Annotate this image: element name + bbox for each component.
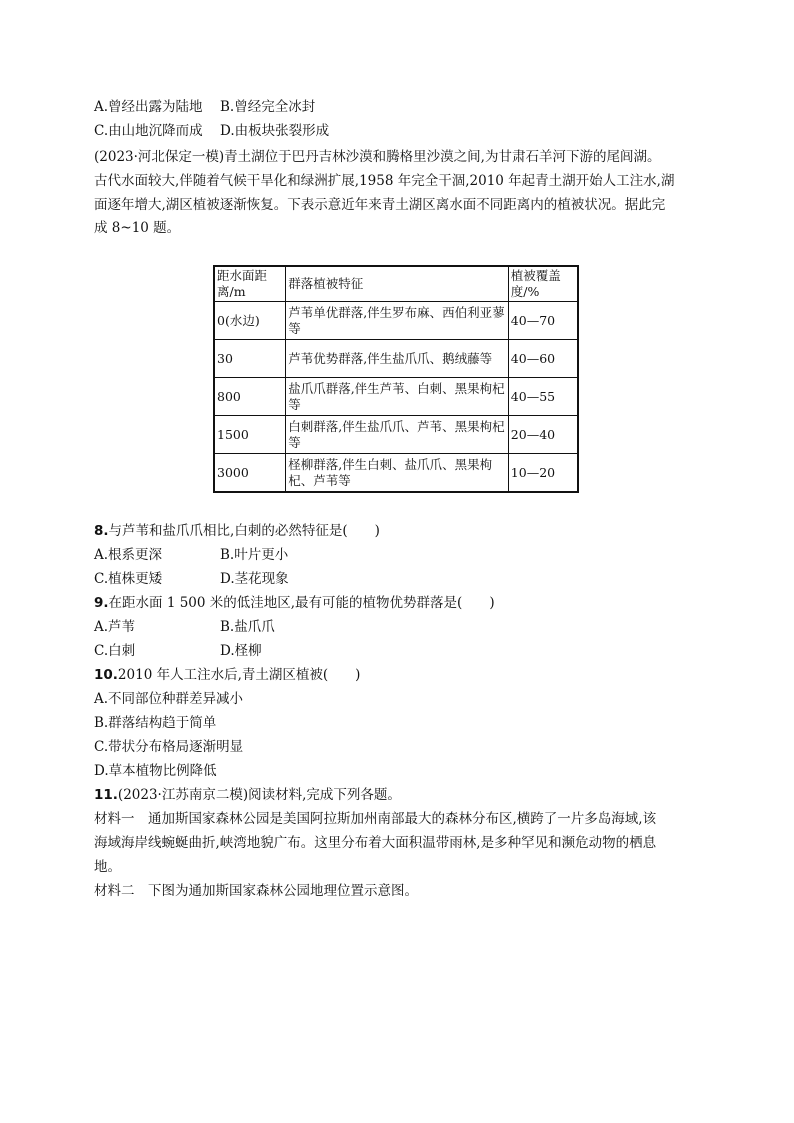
cell-features: 盐爪爪群落,伴生芦苇、白刺、黑果枸杞等 [286, 378, 509, 416]
header-features: 群落植被特征 [286, 266, 509, 302]
question-8 [94, 522, 380, 540]
question-9 [94, 594, 495, 612]
cell-features: 白刺群落,伴生盐爪爪、芦苇、黑果枸杞等 [286, 416, 509, 454]
question-stem: 与芦苇和盐爪爪相比,白刺的必然特征是( ) [108, 523, 380, 539]
question-number: 10. [94, 667, 118, 683]
option-9d: D.柽柳 [220, 643, 262, 659]
question-11 [94, 786, 401, 804]
question-stem: 2010 年人工注水后,青土湖区植被( ) [117, 667, 361, 683]
question-stem: 在距水面 1 500 米的低洼地区,最有可能的植物优势群落是( ) [108, 595, 495, 611]
option-10a: A.不同部位种群差异减小 [94, 691, 244, 707]
question-number: 9. [94, 595, 109, 611]
material-1-line-2: 海域海岸线蜿蜒曲折,峡湾地貌广布。这里分布着大面积温带雨林,是多种罕见和濒危动物的栖息 [94, 835, 657, 851]
option-10b: B.群落结构趋于简单 [94, 715, 217, 731]
table-row [214, 378, 578, 416]
option-10c: C.带状分布格局逐渐明显 [94, 739, 244, 755]
cell-features: 芦苇优势群落,伴生盐爪爪、鹅绒藤等 [286, 340, 509, 378]
passage-line-1: (2023·河北保定一模)青土湖位于巴丹吉林沙漠和腾格里沙漠之间,为甘肃石羊河下游的尾闾湖。 [94, 149, 661, 165]
header-distance: 距水面距离/m [214, 266, 286, 302]
option-8b: B.叶片更小 [220, 547, 289, 563]
option-9a: A.芦苇 [94, 619, 136, 635]
option-8a: A.根系更深 [94, 547, 163, 563]
cell-coverage: 40—70 [508, 302, 578, 340]
passage-line-4: 成 8~10 题。 [94, 220, 181, 236]
cell-distance: 3000 [214, 454, 286, 493]
table-row [214, 454, 578, 493]
table-row [214, 302, 578, 340]
option-8d: D.茎花现象 [220, 571, 289, 587]
option-7d: D.由板块张裂形成 [220, 123, 330, 139]
option-10d: D.草本植物比例降低 [94, 763, 217, 779]
table-row [214, 416, 578, 454]
option-9c: C.白刺 [94, 643, 136, 659]
cell-features: 芦苇单优群落,伴生罗布麻、西伯利亚蓼等 [286, 302, 509, 340]
option-7b: B.曾经完全冰封 [220, 99, 316, 115]
material-1-line-3: 地。 [94, 859, 121, 875]
cell-coverage: 20—40 [508, 416, 578, 454]
cell-distance: 0(水边) [214, 302, 286, 340]
material-2-line-1: 材料二 下图为通加斯国家森林公园地理位置示意图。 [94, 883, 418, 899]
material-1-line-1: 材料一 通加斯国家森林公园是美国阿拉斯加州南部最大的森林分布区,横跨了一片多岛海域,该 [94, 811, 657, 827]
vegetation-table [213, 265, 579, 493]
passage-line-2: 古代水面较大,伴随着气候干旱化和绿洲扩展,1958 年完全干涸,2010 年起青土湖开始人工注水,湖 [94, 173, 675, 189]
cell-coverage: 10—20 [508, 454, 578, 493]
option-7c: C.由山地沉降而成 [94, 123, 203, 139]
option-8c: C.植株更矮 [94, 571, 163, 587]
question-stem: (2023·江苏南京二模)阅读材料,完成下列各题。 [117, 787, 401, 803]
cell-coverage: 40—60 [508, 340, 578, 378]
header-coverage: 植被覆盖度/% [508, 266, 578, 302]
table-row [214, 340, 578, 378]
passage-line-3: 面逐年增大,湖区植被逐渐恢复。下表示意近年来青土湖区离水面不同距离内的植被状况。据此完 [94, 197, 666, 213]
cell-distance: 30 [214, 340, 286, 378]
question-number: 8. [94, 523, 109, 539]
option-7a: A.曾经出露为陆地 [94, 99, 203, 115]
table-header-row [214, 266, 578, 302]
cell-distance: 1500 [214, 416, 286, 454]
cell-features: 柽柳群落,伴生白刺、盐爪爪、黑果枸杞、芦苇等 [286, 454, 509, 493]
question-number: 11. [94, 787, 118, 803]
option-9b: B.盐爪爪 [220, 619, 275, 635]
cell-coverage: 40—55 [508, 378, 578, 416]
cell-distance: 800 [214, 378, 286, 416]
question-10 [94, 666, 360, 684]
